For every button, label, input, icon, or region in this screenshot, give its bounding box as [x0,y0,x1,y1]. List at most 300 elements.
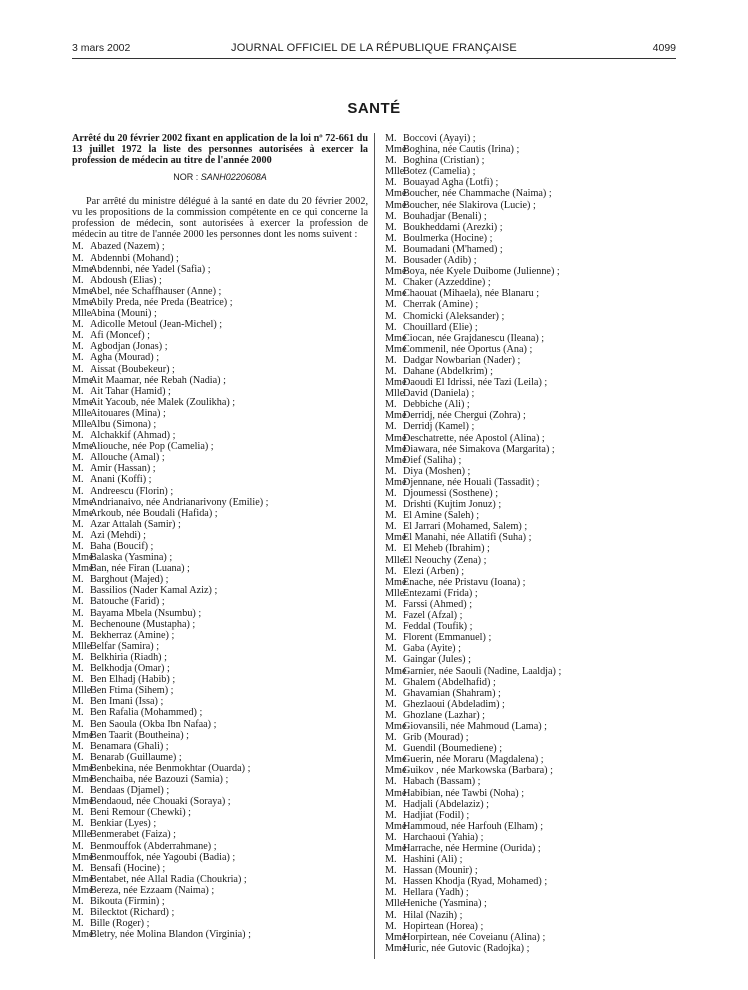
civility: Mlle [385,587,405,599]
name-entry [72,297,368,308]
civility: M. [385,521,397,533]
name-entry [385,732,681,743]
name-entry [385,444,681,455]
civility: M. [385,831,397,843]
person-name: Cherrak (Amine) ; [403,299,479,311]
civility: Mlle [385,388,405,400]
name-entry [385,765,681,776]
civility: M. [72,452,84,464]
journal-title: JOURNAL OFFICIEL DE LA RÉPUBLIQUE FRANÇAISE [231,42,517,54]
name-entry [72,519,368,530]
civility: M. [72,718,84,730]
name-entry [385,599,681,610]
name-entry [72,563,368,574]
name-entry [72,330,368,341]
person-name: Dadgar Nowbarian (Nader) ; [403,354,521,366]
civility: Mme [72,296,94,308]
nor-code: SANH0220608A [200,172,267,182]
name-entry [72,397,368,408]
civility: M. [72,663,84,675]
person-name: El Meheb (Ibrahim) ; [403,543,490,555]
civility: M. [385,920,397,932]
name-entry [72,741,368,752]
civility: M. [385,732,397,744]
civility: M. [385,155,397,167]
person-name: Bousader (Adib) ; [403,255,477,267]
person-name: Florent (Emmanuel) ; [403,632,492,644]
civility: Mme [385,765,407,777]
name-entry [385,255,681,266]
person-name: Agha (Mourad) ; [90,352,160,364]
civility: M. [385,809,397,821]
civility: Mme [385,931,407,943]
name-entry [72,896,368,907]
name-entry [385,555,681,566]
civility: Mme [385,843,407,854]
person-name: Diya (Moshen) ; [403,465,471,477]
name-entry [385,355,681,366]
person-name: Bekherraz (Amine) ; [90,629,175,641]
person-name: Benamara (Ghali) ; [90,740,169,752]
header-date: 3 mars 2002 [72,42,131,54]
person-name: Hashini (Ali) ; [403,854,463,866]
name-entry [385,144,681,155]
person-name: Farssi (Ahmed) ; [403,598,473,610]
names-list-left [72,241,368,940]
civility: Mme [385,199,407,211]
person-name: Abdennbi (Mohand) ; [90,252,179,264]
person-name: Bereza, née Ezzaam (Naima) ; [90,884,215,896]
name-entry [385,510,681,521]
person-name: Ghezlaoui (Abdeladim) ; [403,698,505,710]
civility: M. [72,330,84,342]
person-name: Bayama Mbela (Nsumbu) ; [90,607,202,619]
civility: Mme [385,454,407,466]
name-entry [385,821,681,832]
civility: Mme [385,576,407,588]
civility: M. [385,310,397,322]
civility: M. [385,909,397,921]
person-name: Ben Rafalia (Mohammed) ; [90,707,203,719]
civility: M. [72,574,84,586]
name-entry [72,308,368,319]
person-name: Bassilios (Nader Kamal Aziz) ; [90,585,218,597]
civility: M. [385,177,397,189]
person-name: Hassan (Mounir) ; [403,865,478,877]
civility: Mme [72,285,94,297]
name-entry [72,319,368,330]
person-name: Hopirtean (Horea) ; [403,920,484,932]
name-entry [72,796,368,807]
person-name: Habibian, née Tawbi (Noha) ; [403,787,525,799]
civility: Mlle [385,898,405,910]
name-entry [72,341,368,352]
name-entry [72,785,368,796]
name-entry [72,486,368,497]
civility: Mme [72,929,94,941]
person-name: Belfar (Samira) ; [90,640,160,652]
name-entry [385,233,681,244]
header-rule [72,58,676,59]
person-name: Aissat (Boubekeur) ; [90,363,175,375]
name-entry [72,663,368,674]
name-entry [385,288,681,299]
person-name: Amir (Hassan) ; [90,463,156,475]
name-entry [385,632,681,643]
civility: M. [385,887,397,899]
person-name: Diawara, née Simakova (Margarita) ; [403,443,555,455]
person-name: Benmouffok, née Yagoubi (Badia) ; [90,851,236,863]
person-name: Fazel (Afzal) ; [403,610,463,622]
name-entry [385,887,681,898]
civility: M. [385,565,397,577]
name-entry [385,865,681,876]
person-name: David (Daniela) ; [403,388,475,400]
page-header [72,42,676,58]
name-entry [385,421,681,432]
civility: M. [72,474,84,486]
person-name: Ghozlane (Lazhar) ; [403,709,486,721]
person-name: El Neouchy (Zena) ; [403,554,487,566]
civility: M. [385,133,397,144]
person-name: Alchakkif (Ahmad) ; [90,430,176,442]
name-entry [72,630,368,641]
civility: M. [385,643,397,655]
civility: M. [385,221,397,233]
name-entry [72,730,368,741]
civility: Mme [385,820,407,832]
person-name: Derridj, née Chergui (Zohra) ; [403,410,526,422]
person-name: Huric, née Gutovic (Radojka) ; [403,942,530,954]
civility: M. [385,876,397,888]
person-name: Benarab (Guillaume) ; [90,751,182,763]
civility: M. [72,274,84,286]
civility: M. [72,751,84,763]
name-entry [385,854,681,865]
civility: Mlle [72,407,92,419]
civility: Mme [72,396,94,408]
civility: M. [72,485,84,497]
person-name: Garnier, née Saouli (Nadine, Laaldja) ; [403,665,562,677]
person-name: Andrianaivo, née Andrianarivony (Emilie) ; [90,496,269,508]
name-entry [385,200,681,211]
civility: Mme [385,266,407,278]
person-name: Bechenoune (Mustapha) ; [90,618,196,630]
person-name: Allouche (Amal) ; [90,452,165,464]
civility: M. [72,740,84,752]
name-entry [385,910,681,921]
name-entry [72,497,368,508]
name-entry [385,754,681,765]
civility: Mme [385,942,407,954]
civility: Mme [72,507,94,519]
person-name: Enache, née Pristavu (Ioana) ; [403,576,526,588]
name-entry [385,799,681,810]
person-name: Bendaas (Djamel) ; [90,785,170,797]
person-name: Hassen Khodja (Ryad, Mohamed) ; [403,876,548,888]
person-name: Boumadani (M'hamed) ; [403,243,503,255]
civility: M. [385,676,397,688]
page-number: 4099 [652,42,676,54]
name-entry [72,752,368,763]
civility: M. [385,776,397,788]
person-name: Ben Ftima (Sihem) ; [90,685,174,697]
civility: M. [72,707,84,719]
civility: M. [385,299,397,311]
person-name: Chomicki (Aleksander) ; [403,310,505,322]
civility: M. [385,321,397,333]
name-entry [385,776,681,787]
person-name: Guikov , née Markowska (Barbara) ; [403,765,553,777]
civility: M. [385,798,397,810]
name-entry [72,419,368,430]
person-name: Hadjiat (Fodil) ; [403,809,470,821]
name-entry [72,608,368,619]
person-name: Hilal (Nazih) ; [403,909,463,921]
person-name: Ben Imani (Issa) ; [90,696,164,708]
name-entry [385,921,681,932]
name-entry [385,788,681,799]
name-entry [385,543,681,554]
name-entry [72,264,368,275]
civility: Mme [72,552,94,564]
name-entry [72,508,368,519]
name-entry [385,721,681,732]
name-entry [385,876,681,887]
civility: M. [385,354,397,366]
person-name: Chouillard (Elie) ; [403,321,478,333]
civility: Mlle [72,685,92,697]
civility: Mme [385,754,407,766]
name-entry [385,843,681,854]
civility: M. [385,488,397,499]
name-entry [72,841,368,852]
name-entry [385,333,681,344]
person-name: Afi (Moncef) ; [90,330,150,342]
name-entry [72,352,368,363]
civility: M. [72,651,84,663]
civility: Mme [72,773,94,785]
person-name: Bouhadjar (Benali) ; [403,210,487,222]
civility: Mme [72,729,94,741]
name-entry [72,463,368,474]
person-name: Arkoub, née Boudali (Hafida) ; [90,507,218,519]
person-name: Bouayad Agha (Lotfi) ; [403,177,499,189]
name-entry [385,621,681,632]
civility: M. [72,907,84,919]
civility: M. [385,743,397,755]
column-divider [374,133,375,959]
name-entry [385,743,681,754]
person-name: Chaouat (Mihaela), née Blanaru ; [403,288,540,300]
name-entry [72,574,368,585]
civility: M. [72,785,84,797]
civility: M. [385,621,397,633]
name-entry [72,364,368,375]
name-entry [72,818,368,829]
civility: M. [385,854,397,866]
name-entry [385,155,681,166]
name-entry [72,829,368,840]
person-name: Bille (Roger) ; [90,918,150,930]
civility: M. [72,607,84,619]
civility: Mme [72,873,94,885]
name-entry [385,133,681,144]
person-name: Entezami (Frida) ; [403,587,478,599]
civility: M. [72,341,84,353]
name-entry [385,832,681,843]
person-name: Botez (Camelia) ; [403,166,476,178]
person-name: Djennane, née Houali (Tassadit) ; [403,476,540,488]
name-entry [72,929,368,940]
person-name: Belkhiria (Riadh) ; [90,651,167,663]
person-name: Ben Elhadj (Habib) ; [90,674,176,686]
name-entry [72,874,368,885]
civility: Mme [72,563,94,575]
name-entry [385,699,681,710]
name-entry [72,474,368,485]
person-name: Benmerabet (Faiza) ; [90,829,176,841]
person-name: Aitouares (Mina) ; [90,407,166,419]
person-name: Benmouffok (Abderrahmane) ; [90,840,217,852]
civility: M. [72,541,84,552]
civility: M. [385,709,397,721]
civility: Mlle [72,418,92,430]
article-intro: Par arrêté du ministre délégué à la santé en date du 20 février 2002, vu les propositions de la commission compétente en ce qui concerne la profession de médecin, sont autorisées à exercer la profession de médecin au titre de l'année 2000 les personnes dont les noms suivent : [72,196,368,241]
name-entry [385,688,681,699]
civility: Mme [385,787,407,799]
civility: Mme [385,432,407,444]
person-name: Benbekina, née Benmokhtar (Ouarda) ; [90,762,251,774]
person-name: Adicolle Metoul (Jean-Michel) ; [90,319,223,331]
left-column [72,133,368,940]
person-name: Debbiche (Ali) ; [403,399,470,411]
civility: M. [385,632,397,644]
section-title: SANTÉ [347,100,401,117]
person-name: Hammoud, née Harfouh (Elham) ; [403,820,544,832]
person-name: Ait Tahar (Hamid) ; [90,385,171,397]
name-entry [72,286,368,297]
person-name: Boukheddami (Arezki) ; [403,221,503,233]
person-name: Albu (Simona) ; [90,418,157,430]
civility: Mme [72,851,94,863]
person-name: Abdennbi, née Yadel (Safia) ; [90,263,211,275]
person-name: Commenil, née Oportus (Ana) ; [403,343,533,355]
person-name: Drishti (Kujtim Jonuz) ; [403,499,502,511]
person-name: El Manahi, née Allatifi (Suha) ; [403,532,532,544]
name-entry [72,619,368,630]
civility: Mme [385,377,407,389]
name-entry [385,666,681,677]
civility: M. [385,687,397,699]
name-entry [72,674,368,685]
name-entry [72,774,368,785]
person-name: Habach (Bassam) ; [403,776,481,788]
person-name: Boccovi (Ayayi) ; [403,133,476,144]
person-name: Boucher, née Slakirova (Lucie) ; [403,199,536,211]
person-name: Gaingar (Jules) ; [403,654,471,666]
article-title: Arrêté du 20 février 2002 fixant en application de la loi nº 72-661 du 13 juillet 1972 la liste des personnes autorisées à exercer la profession de médecin au titre de l'année 2000 [72,133,368,166]
name-entry [385,433,681,444]
person-name: Harrache, née Hermine (Ourida) ; [403,843,541,854]
name-entry [385,166,681,177]
person-name: Baha (Boucif) ; [90,541,154,552]
name-entry [385,266,681,277]
name-entry [72,241,368,252]
name-entry [385,521,681,532]
civility: M. [72,896,84,907]
civility: Mme [72,762,94,774]
person-name: Guerin, née Moraru (Magdalena) ; [403,754,544,766]
name-entry [385,588,681,599]
civility: Mme [385,476,407,488]
name-entry [385,177,681,188]
civility: Mme [385,443,407,455]
name-entry [385,366,681,377]
name-entry [72,430,368,441]
person-name: Ghalem (Abdelhafid) ; [403,676,496,688]
civility: M. [72,463,84,475]
nor-label: NOR : [173,172,199,182]
name-entry [72,596,368,607]
civility: M. [72,518,84,530]
name-entry [385,654,681,665]
person-name: Bilecktot (Richard) ; [90,907,175,919]
civility: Mme [385,144,407,156]
name-entry [72,863,368,874]
civility: Mme [385,332,407,344]
person-name: Ban, née Firan (Luana) ; [90,563,190,575]
name-entry [385,344,681,355]
name-entry [385,499,681,510]
name-entry [385,532,681,543]
civility: Mme [385,665,407,677]
person-name: Harchaoui (Yahia) ; [403,831,484,843]
civility: M. [385,698,397,710]
name-entry [72,452,368,463]
person-name: Djoumessi (Sosthene) ; [403,488,499,499]
civility: Mme [72,496,94,508]
person-name: Dief (Saliha) ; [403,454,462,466]
civility: Mme [385,532,407,544]
person-name: Benkiar (Lyes) ; [90,818,157,830]
person-name: Azi (Mehdi) ; [90,529,147,541]
name-entry [385,377,681,388]
civility: M. [72,918,84,930]
name-entry [385,455,681,466]
person-name: Boulmerka (Hocine) ; [403,232,493,244]
name-entry [72,652,368,663]
name-entry [72,386,368,397]
civility: M. [72,618,84,630]
civility: Mme [385,288,407,300]
civility: Mlle [72,829,92,841]
person-name: Andreescu (Florin) ; [90,485,174,497]
name-entry [72,763,368,774]
person-name: Ait Maamar, née Rebah (Nadia) ; [90,374,226,386]
person-name: Feddal (Toufik) ; [403,621,473,633]
person-name: Chaker (Azzeddine) ; [403,277,491,289]
civility: M. [72,241,84,253]
person-name: Horpirtean, née Coveianu (Alina) ; [403,931,546,943]
person-name: Balaska (Yasmina) ; [90,552,173,564]
civility: M. [72,352,84,364]
right-column [385,133,681,954]
person-name: Abina (Mouni) ; [90,308,157,320]
name-entry [385,932,681,943]
person-name: Giovansili, née Mahmoud (Lama) ; [403,720,548,732]
person-name: Barghout (Majed) ; [90,574,169,586]
